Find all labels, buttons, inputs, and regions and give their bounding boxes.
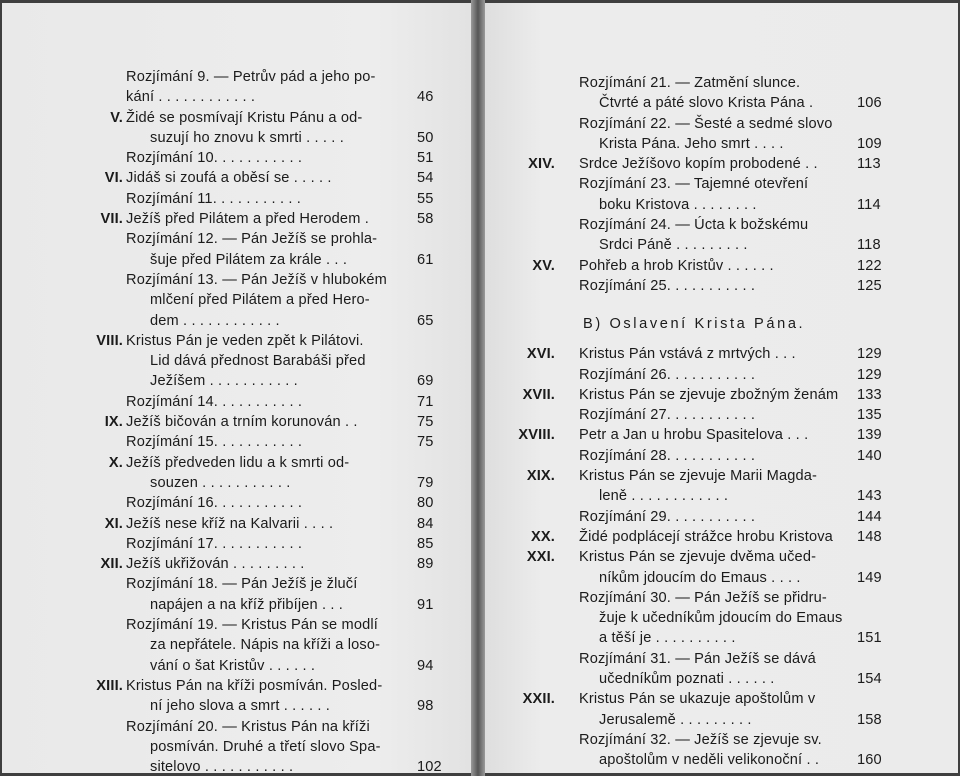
chapter-number: XII. [100, 556, 123, 573]
entry-title: Rozjímání 10. . . . . . . . . . . [126, 150, 303, 167]
page-number: 50 [417, 129, 434, 146]
entry-title: Rozjímání 29. . . . . . . . . . . [579, 508, 756, 525]
toc-entry [485, 174, 958, 194]
page-number: 61 [417, 251, 434, 268]
toc-entry [485, 344, 958, 364]
page-number: 149 [857, 569, 882, 586]
page-number: 148 [857, 528, 882, 545]
entry-title: kání . . . . . . . . . . . . [126, 89, 256, 106]
toc-entry [485, 256, 958, 276]
page-number: 80 [417, 495, 434, 512]
entry-title: Rozjímání 19. — Kristus Pán se modlí [126, 617, 378, 634]
toc-entry [485, 649, 958, 669]
toc-entry [485, 527, 958, 547]
toc-entry [2, 615, 471, 635]
entry-title: Srdce Ježíšovo kopím probodené . . [579, 156, 818, 173]
entry-title: Čtvrté a páté slovo Krista Pána . [599, 95, 814, 112]
entry-title: suzují ho znovu k smrti . . . . . [150, 129, 344, 146]
toc-entry [2, 493, 471, 513]
entry-title: Rozjímání 17. . . . . . . . . . . [126, 535, 303, 552]
chapter-number: XVIII. [518, 427, 555, 444]
entry-title: Ježíš bičován a trním korunován . . [126, 414, 358, 431]
page-number: 160 [857, 752, 882, 769]
toc-entry [485, 628, 958, 648]
entry-title: leně . . . . . . . . . . . . [599, 488, 729, 505]
toc-entry [2, 514, 471, 534]
entry-title: Kristus Pán na kříži posmíván. Posled- [126, 677, 383, 694]
toc-entry [485, 195, 958, 215]
toc-entry [2, 290, 471, 310]
toc-entry [2, 87, 471, 107]
page-number: 58 [417, 211, 434, 228]
entry-title: Kristus Pán vstává z mrtvých . . . [579, 346, 796, 363]
toc-entry [485, 568, 958, 588]
entry-title: Krista Pána. Jeho smrt . . . . [599, 135, 784, 152]
toc-entry [485, 385, 958, 405]
toc-entry [2, 737, 471, 757]
entry-title: žuje k učedníkům jdoucím do Emaus [599, 610, 843, 627]
page-number: 94 [417, 657, 434, 674]
page-number: 106 [857, 95, 882, 112]
page-number: 158 [857, 711, 882, 728]
entry-title: souzen . . . . . . . . . . . [150, 474, 291, 491]
right-page [485, 3, 958, 773]
chapter-number: XVI. [526, 346, 555, 363]
toc-entry [485, 669, 958, 689]
entry-title: Židé podplácejí strážce hrobu Kristova [579, 528, 833, 545]
spacer [485, 296, 958, 308]
chapter-number: XV. [532, 257, 555, 274]
chapter-number: XIX. [526, 468, 555, 485]
entry-title: níkům jdoucím do Emaus . . . . [599, 569, 801, 586]
left-page [2, 3, 471, 773]
toc-entry [2, 108, 471, 128]
chapter-number: XXII. [522, 691, 555, 708]
toc-entry [485, 730, 958, 750]
entry-title: Židé se posmívají Kristu Pánu a od- [126, 109, 363, 126]
toc-entry [485, 750, 958, 770]
entry-title: napájen a na kříž přibíjen . . . [150, 596, 344, 613]
entry-title: Ježíš nese kříž na Kalvarii . . . . [126, 515, 334, 532]
entry-title: a těší je . . . . . . . . . . [599, 630, 736, 647]
toc-entry [2, 128, 471, 148]
toc-entry [485, 689, 958, 709]
page-number: 140 [857, 447, 882, 464]
page-number: 75 [417, 414, 434, 431]
page-number: 113 [857, 156, 881, 173]
toc-entry [2, 168, 471, 188]
entry-title: apoštolům v neděli velikonoční . . [599, 752, 820, 769]
page-number: 46 [417, 89, 434, 106]
entry-title: Srdci Páně . . . . . . . . . [599, 237, 748, 254]
section-heading-text: B) Oslavení Krista Pána. [583, 316, 806, 333]
toc-entry [2, 432, 471, 452]
toc-entry [485, 73, 958, 93]
toc-entry [2, 67, 471, 87]
entry-title: Rozjímání 14. . . . . . . . . . . [126, 393, 303, 410]
page-number: 55 [417, 190, 434, 207]
page-number: 54 [417, 170, 434, 187]
page-number: 75 [417, 434, 434, 451]
toc-entry [485, 608, 958, 628]
entry-title: Ježíšem . . . . . . . . . . . [150, 373, 298, 390]
toc-entry [2, 595, 471, 615]
page-number: 133 [857, 386, 882, 403]
toc-entry [2, 250, 471, 270]
toc-entry [2, 717, 471, 737]
entry-title: učedníkům poznati . . . . . . [599, 671, 775, 688]
entry-title: Kristus Pán se zjevuje Marii Magda- [579, 468, 818, 485]
entry-title: Rozjímání 27. . . . . . . . . . . [579, 407, 756, 424]
page-number: 143 [857, 488, 882, 505]
table-of-contents-right [485, 73, 958, 771]
toc-entry [2, 453, 471, 473]
toc-entry [2, 757, 471, 773]
entry-title: Petr a Jan u hrobu Spasitelova . . . [579, 427, 809, 444]
toc-entry [2, 148, 471, 168]
toc-entry [485, 507, 958, 527]
toc-entry [2, 351, 471, 371]
entry-title: Kristus Pán je veden zpět k Pilátovi. [126, 332, 364, 349]
chapter-number: VII. [100, 211, 123, 228]
toc-entry [485, 466, 958, 486]
toc-entry [485, 235, 958, 255]
toc-entry [2, 331, 471, 351]
page-number: 129 [857, 366, 882, 383]
entry-title: Rozjímání 25. . . . . . . . . . . [579, 277, 756, 294]
entry-title: Rozjímání 22. — Šesté a sedmé slovo [579, 115, 833, 132]
entry-title: Rozjímání 31. — Pán Ježíš se dává [579, 650, 816, 667]
chapter-number: VIII. [96, 332, 123, 349]
chapter-number: XI. [104, 515, 123, 532]
entry-title: Rozjímání 30. — Pán Ježíš se přidru- [579, 589, 827, 606]
entry-title: Pohřeb a hrob Kristův . . . . . . [579, 257, 774, 274]
page-number: 129 [857, 346, 882, 363]
page-number: 84 [417, 515, 434, 532]
page-number: 139 [857, 427, 882, 444]
page-number: 109 [857, 135, 882, 152]
entry-title: šuje před Pilátem za krále . . . [150, 251, 348, 268]
page-number: 89 [417, 556, 434, 573]
page-number: 125 [857, 277, 882, 294]
toc-entry [2, 270, 471, 290]
entry-title: Jerusalemě . . . . . . . . . [599, 711, 752, 728]
chapter-number: IX. [104, 414, 123, 431]
entry-title: Ježíš ukřižován . . . . . . . . . [126, 556, 305, 573]
toc-entry [485, 405, 958, 425]
toc-entry [485, 93, 958, 113]
toc-entry [2, 676, 471, 696]
toc-entry [2, 412, 471, 432]
page-number: 118 [857, 237, 881, 254]
entry-title: boku Kristova . . . . . . . . [599, 196, 757, 213]
page-number: 122 [857, 257, 882, 274]
section-heading [485, 308, 958, 344]
entry-title: Rozjímání 9. — Petrův pád a jeho po- [126, 69, 376, 85]
toc-entry [2, 696, 471, 716]
entry-title: Jidáš si zoufá a oběsí se . . . . . [126, 170, 332, 187]
chapter-number: XIV. [528, 156, 555, 173]
toc-entry [2, 392, 471, 412]
entry-title: Rozjímání 16. . . . . . . . . . . [126, 495, 303, 512]
toc-entry [2, 371, 471, 391]
chapter-number: V. [110, 109, 123, 126]
toc-entry [485, 154, 958, 174]
toc-entry [2, 635, 471, 655]
entry-title: dem . . . . . . . . . . . . [150, 312, 280, 329]
toc-entry [2, 229, 471, 249]
entry-title: sitelovo . . . . . . . . . . . [150, 759, 294, 773]
entry-title: Rozjímání 28. . . . . . . . . . . [579, 447, 756, 464]
toc-entry [485, 710, 958, 730]
chapter-number: XXI. [526, 549, 555, 566]
toc-part-b [485, 344, 958, 770]
toc-entry [485, 365, 958, 385]
toc-entry [2, 473, 471, 493]
page-number: 65 [417, 312, 434, 329]
page-number: 154 [857, 671, 882, 688]
entry-title: Rozjímání 21. — Zatmění slunce. [579, 75, 801, 91]
chapter-number: X. [108, 454, 123, 471]
entry-title: Rozjímání 20. — Kristus Pán na kříži [126, 718, 370, 735]
toc-entry [2, 534, 471, 554]
table-of-contents-left [2, 67, 471, 773]
page-number: 51 [417, 150, 434, 167]
toc-entry [485, 134, 958, 154]
entry-title: Ježíš před Pilátem a před Herodem . [126, 211, 369, 228]
entry-title: mlčení před Pilátem a před Hero- [150, 292, 370, 309]
entry-title: posmíván. Druhé a třetí slovo Spa- [150, 738, 381, 755]
entry-title: Ježíš předveden lidu a k smrti od- [126, 454, 350, 471]
toc-entry [485, 547, 958, 567]
book-gutter [471, 0, 485, 776]
entry-title: Rozjímání 11. . . . . . . . . . . [126, 190, 301, 207]
toc-entry [485, 276, 958, 296]
chapter-number: XX. [531, 528, 555, 545]
page-number: 135 [857, 407, 882, 424]
entry-title: Rozjímání 26. . . . . . . . . . . [579, 366, 756, 383]
page-number: 69 [417, 373, 434, 390]
page-number: 71 [417, 393, 434, 410]
page-number: 85 [417, 535, 434, 552]
toc-entry [485, 446, 958, 466]
page-number: 144 [857, 508, 882, 525]
entry-title: Kristus Pán se zjevuje dvěma učed- [579, 549, 817, 566]
entry-title: Lid dává přednost Barabáši před [150, 353, 366, 370]
toc-entry [2, 656, 471, 676]
page-number: 102 [417, 759, 442, 773]
toc-entry [485, 425, 958, 445]
chapter-number: XVII. [522, 386, 555, 403]
chapter-number: VI. [104, 170, 123, 187]
page-number: 98 [417, 698, 434, 715]
entry-title: Rozjímání 15. . . . . . . . . . . [126, 434, 303, 451]
entry-title: ní jeho slova a smrt . . . . . . [150, 698, 330, 715]
toc-part-a [485, 73, 958, 296]
entry-title: vání o šat Kristův . . . . . . [150, 657, 316, 674]
page-number: 79 [417, 474, 434, 491]
toc-entry [485, 114, 958, 134]
toc-entry [2, 574, 471, 594]
toc-entry [2, 209, 471, 229]
page-number: 151 [857, 630, 882, 647]
entry-title: Kristus Pán se zjevuje zbožným ženám [579, 386, 839, 403]
toc-entry [485, 215, 958, 235]
entry-title: Rozjímání 24. — Úcta k božskému [579, 217, 809, 234]
entry-title: Rozjímání 12. — Pán Ježíš se prohla- [126, 231, 378, 248]
entry-title: za nepřátele. Nápis na kříži a loso- [150, 637, 381, 654]
entry-title: Rozjímání 23. — Tajemné otevření [579, 176, 809, 193]
entry-title: Rozjímání 32. — Ježíš se zjevuje sv. [579, 731, 822, 748]
entry-title: Kristus Pán se ukazuje apoštolům v [579, 691, 816, 708]
entry-title: Rozjímání 18. — Pán Ježíš je žlučí [126, 576, 358, 593]
page-number: 114 [857, 196, 881, 213]
page-number: 91 [417, 596, 434, 613]
toc-entry [2, 189, 471, 209]
toc-entry [2, 311, 471, 331]
chapter-number: XIII. [96, 677, 123, 694]
toc-entry [485, 588, 958, 608]
entry-title: Rozjímání 13. — Pán Ježíš v hlubokém [126, 271, 387, 288]
toc-entry [485, 486, 958, 506]
toc-entry [2, 554, 471, 574]
